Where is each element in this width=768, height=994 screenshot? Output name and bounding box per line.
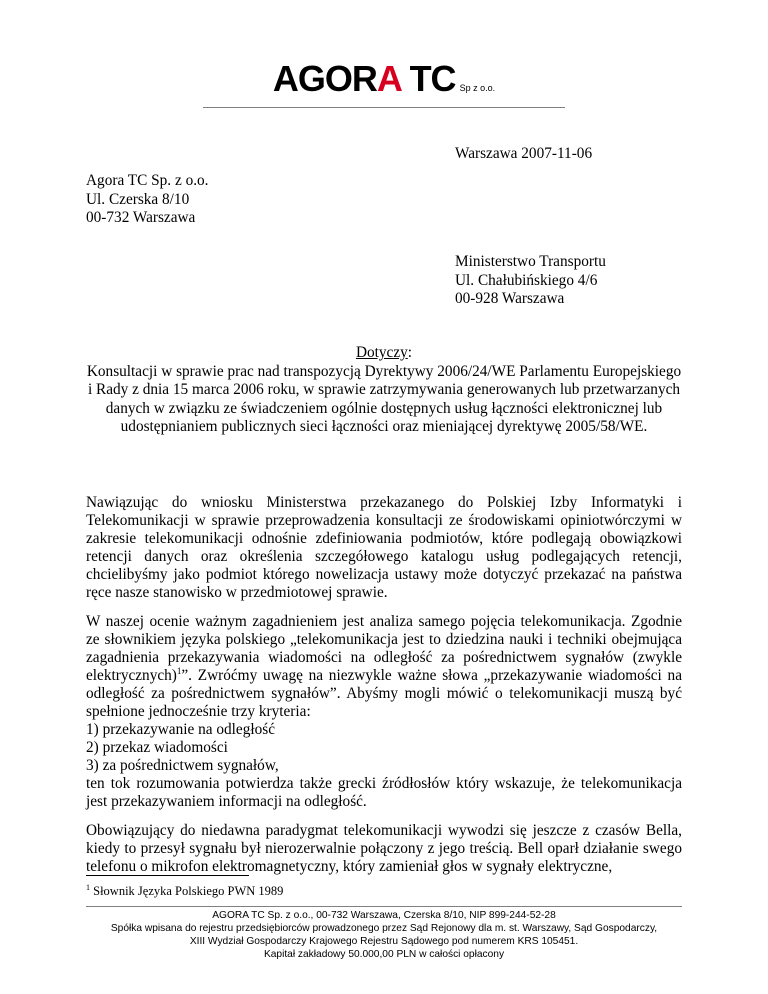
footnote-ref: 1 — [176, 666, 182, 677]
subject-label: Dotyczy — [355, 344, 408, 361]
sender-city: 00-732 Warszawa — [86, 209, 196, 226]
list-item: 3) za pośrednictwem sygnałów, — [86, 756, 279, 774]
footnote — [86, 884, 283, 899]
recipient-address — [455, 253, 606, 309]
company-logo — [0, 58, 768, 100]
header-divider — [203, 107, 565, 108]
recipient-name: Ministerstwo Transportu — [455, 253, 606, 270]
recipient-city: 00-928 Warszawa — [455, 290, 565, 307]
list-item: 2) przekaz wiadomości — [86, 738, 228, 756]
footnote-divider — [86, 875, 249, 876]
footer-line-4: Kapitał zakładowy 50.000,00 PLN w całości opłacony — [263, 949, 505, 960]
page-footer — [96, 909, 672, 961]
sender-name: Agora TC Sp. z o.o. — [86, 172, 209, 189]
footer-line-1: AGORA TC Sp. z o.o., 00-732 Warszawa, Czerska 8/10, NIP 899-244-52-28 — [212, 910, 556, 921]
subject-block — [86, 344, 682, 437]
letter-date: Warszawa 2007-11-06 — [455, 145, 593, 162]
subject-colon: : — [407, 344, 413, 361]
logo-suffix: Sp z o.o. — [459, 83, 496, 93]
footnote-number: 1 — [86, 882, 90, 892]
paragraph-2: W naszej ocenie ważnym zagadnieniem jest analiza samego pojęcia telekomunikacja. Zgodnie ze słownikiem języka polskiego „telekomunikacja jest to dziedzina nauki i techniki obejmująca zagadnienia przekazywania wiadomości na odległość za pośrednictwem sygnałów (zwykle elektrycznych)$^1$”. Zwróćmy uwagę na niezwykle ważne słowa „przekazywanie wiadomości na odległość za pośrednictwem sygnałów”. Abyśmy mogli mówić o telekomunikacji muszą być spełnione jednocześnie trzy kryteria: 1) przekazywanie na odległość 2) przekaz wiadomości 3) za pośrednictwem sygnałów, ten tok rozumowania potwierdza także grecki źródłosłów który wskazuje, że telekomunikacja jest przekazywaniem informacji na odległość. — [86, 613, 682, 810]
footer-divider — [86, 906, 682, 907]
letter-body — [86, 494, 682, 888]
logo-wordmark: AGORA TC — [272, 58, 456, 99]
footnote-text: Słownik Języka Polskiego PWN 1989 — [93, 884, 284, 898]
footer-line-3: XIII Wydział Gospodarczy Krajowego Rejestru Sądowego pod numerem KRS 105451. — [189, 936, 579, 947]
sender-street: Ul. Czerska 8/10 — [86, 190, 190, 208]
paragraph-1: Nawiązując do wniosku Ministerstwa przekazanego do Polskiej Izby Informatyki i Telekomunikacji w sprawie przeprowadzenia konsultacji ze środowiskami opiniotwórczymi w zakresie telekomunikacji odnośnie zdefiniowania podmiotów, które podlegają obowiązkowi retencji danych oraz określenia szczegółowego katalogu usług podlegających retencji, chcielibyśmy jako podmiot którego nowelizacja ustawy może dotyczyć przekazać na państwa ręce nasze stanowisko w przedmiotowej sprawie. — [86, 494, 682, 601]
recipient-street: Ul. Chałubińskiego 4/6 — [455, 271, 598, 289]
sender-address — [86, 172, 209, 228]
subject-text: Konsultacji w sprawie prac nad transpozycją Dyrektywy 2006/24/WE Parlamentu Europejskiego i Rady z dnia 15 marca 2006 roku, w sprawie zatrzymywania generowanych lub przetwarzanych danych w związku ze świadczeniem ogólnie dostępnych usług łączności elektronicznej lub udostępnianiem publicznych sieci łączności oraz mieniającej dyrektywę 2005/58/WE. — [86, 362, 682, 435]
footer-line-2: Spółka wpisana do rejestru przedsiębiorców prowadzonego przez Sąd Rejonowy dla m. st. Warszawy, Sąd Gospodarczy, — [110, 923, 658, 934]
list-item: 1) przekazywanie na odległość — [86, 720, 276, 738]
paragraph-3: Obowiązujący do niedawna paradygmat telekomunikacji wywodzi się jeszcze z czasów Bella, kiedy to przesył sygnału był nierozerwalnie połączony z jego treścią. Bell oparł działanie swego telefonu o mikrofon elektromagnetyczny, który zamieniał głos w sygnały elektryczne, — [86, 822, 682, 876]
